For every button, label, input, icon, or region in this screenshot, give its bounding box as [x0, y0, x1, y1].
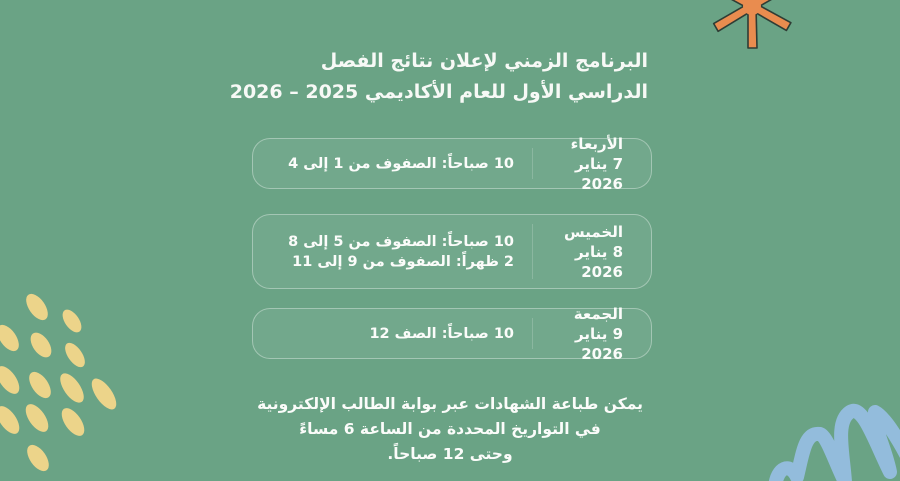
session-item: 2 ظهراً: الصفوف من 9 إلى 11	[292, 253, 514, 270]
schedule-card-wednesday	[252, 134, 652, 193]
day-date: 7 يناير 2026	[574, 154, 623, 193]
note-line-2: في التواريخ المحددة من الساعة 6 مساءً	[299, 420, 601, 438]
note-line-1: يمكن طباعة الشهادات عبر بوابة الطالب الإلكترونية	[257, 395, 643, 413]
session-item: 10 صباحاً: الصفوف من 5 إلى 8	[288, 233, 514, 250]
day-name: الأربعاء	[570, 134, 623, 153]
certificate-printing-note	[240, 392, 660, 467]
schedule-card-thursday	[252, 214, 652, 289]
asterisk-decoration-icon	[700, 0, 800, 62]
page-title	[228, 46, 648, 108]
yellow-dashes-decoration-icon	[0, 285, 125, 481]
blue-scribble-decoration-icon	[765, 392, 900, 481]
day-block	[533, 304, 651, 364]
day-name: الجمعة	[573, 304, 623, 323]
sessions-block	[253, 154, 532, 174]
schedule-card-friday	[252, 304, 652, 363]
sessions-block	[253, 324, 532, 344]
divider	[532, 224, 533, 279]
title-line-1: البرنامج الزمني لإعلان نتائج الفصل	[320, 50, 648, 72]
day-date: 8 يناير 2026	[574, 242, 623, 281]
day-block	[533, 222, 651, 282]
session-item: 10 صباحاً: الصف 12	[369, 325, 514, 342]
day-name: الخميس	[564, 222, 623, 241]
title-line-2: الدراسي الأول للعام الأكاديمي 2025 – 2026	[229, 81, 648, 103]
session-item: 10 صباحاً: الصفوف من 1 إلى 4	[288, 155, 514, 172]
divider	[532, 148, 533, 179]
day-date: 9 يناير 2026	[574, 324, 623, 363]
sessions-block	[253, 232, 532, 272]
day-block	[533, 134, 651, 194]
note-line-3: وحتى 12 صباحاً.	[387, 445, 513, 463]
divider	[532, 318, 533, 349]
